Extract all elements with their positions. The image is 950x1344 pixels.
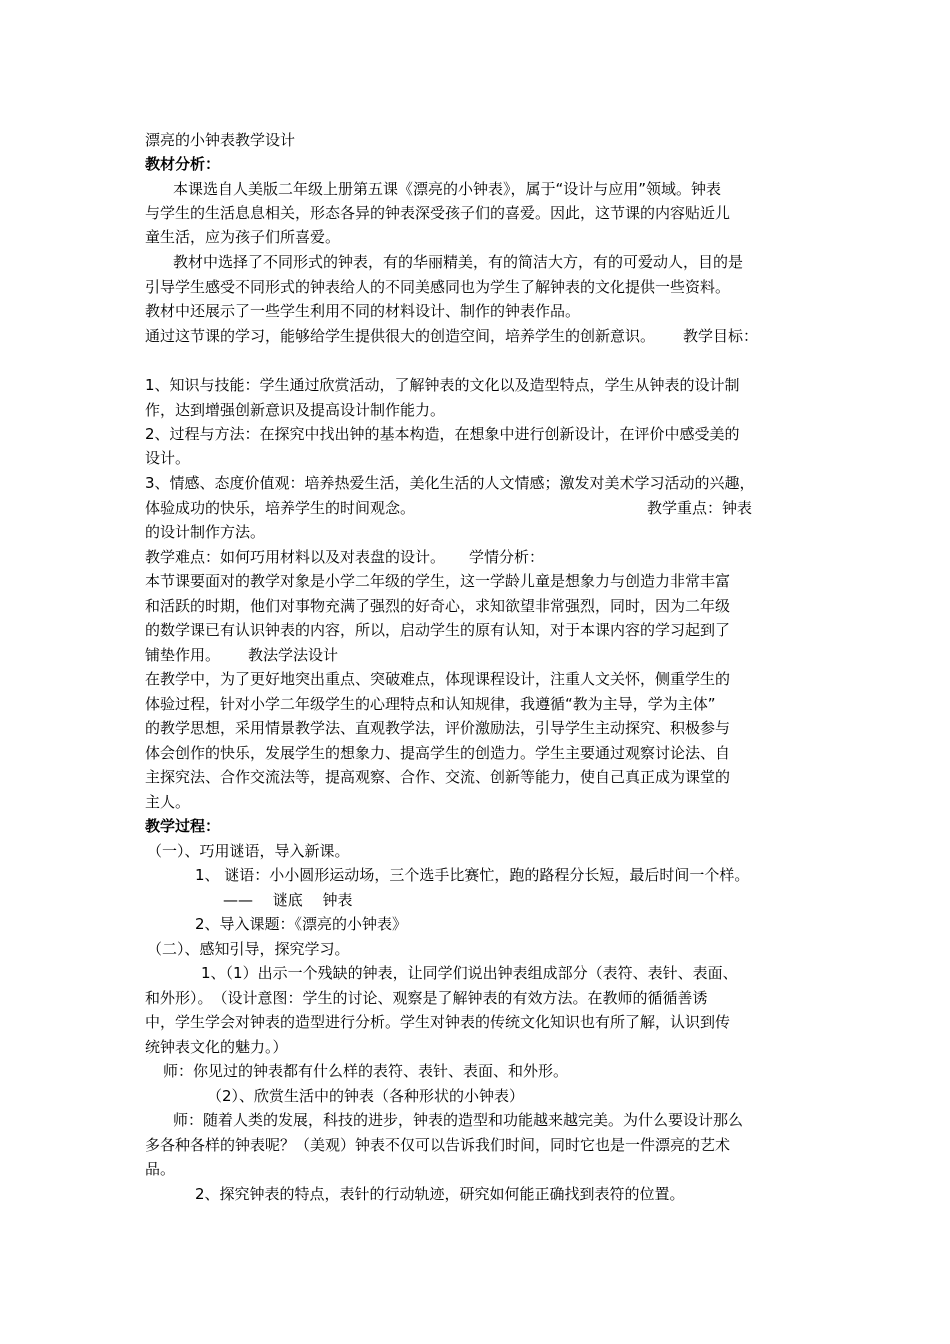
paragraph-line: 本课选自人美版二年级上册第五课《漂亮的小钟表》，属于“设计与应用”领域。钟表 xyxy=(173,180,722,198)
paragraph-line: 在教学中，为了更好地突出重点、突破难点，体现课程设计，注重人文关怀，侧重学生的 xyxy=(145,670,731,688)
paragraph-line: 主探究法、合作交流法等，提高观察、合作、交流、创新等能力，使自己真正成为课堂的 xyxy=(145,768,731,786)
step-line: 中，学生学会对钟表的造型进行分析。学生对钟表的传统文化知识也有所了解，认识到传 xyxy=(145,1013,731,1031)
paragraph-text: 铺垫作用。 xyxy=(145,646,221,664)
teacher-line: 品。 xyxy=(145,1160,176,1178)
section-heading: （一）、巧用谜语，导入新课。 xyxy=(147,842,350,860)
goal-line: 3、情感、态度价值观：培养热爱生活，美化生活的人文情感；激发对美术学习活动的兴趣， xyxy=(145,474,755,492)
step-line: 2、导入课题：《漂亮的小钟表》 xyxy=(195,915,408,933)
label-method-design: 教法学法设计 xyxy=(248,646,339,664)
riddle-answer: —— 谜底 钟表 xyxy=(223,891,353,909)
goal-line: 设计。 xyxy=(145,449,191,467)
goal-line: 作，达到增强创新意识及提高设计制作能力。 xyxy=(145,401,446,419)
paragraph-line: 和活跃的时期，他们对事物充满了强烈的好奇心，求知欲望非常强烈，同时，因为二年级 xyxy=(145,597,731,615)
doc-title: 漂亮的小钟表教学设计 xyxy=(145,131,296,149)
paragraph-line: 主人。 xyxy=(145,793,191,811)
step-line: 和外形）。 （设计意图：学生的讨论、观察是了解钟表的有效方法。在教师的循循善诱 xyxy=(145,989,708,1007)
paragraph-line: 与学生的生活息息相关，形态各异的钟表深受孩子们的喜爱。因此，这节课的内容贴近儿 xyxy=(145,204,731,222)
paragraph-text: 通过这节课的学习，能够给学生提供很大的创造空间，培养学生的创新意识。 xyxy=(145,327,656,345)
label-key-point: 教学重点：钟表 xyxy=(647,499,753,517)
teacher-line: 师：随着人类的发展，科技的进步，钟表的造型和功能越来越完美。为什么要设计那么 xyxy=(173,1111,744,1129)
goal-line: 的设计制作方法。 xyxy=(145,523,266,541)
heading-teaching-process: 教学过程： xyxy=(145,817,221,835)
step-line: 2、探究钟表的特点，表针的行动轨迹，研究如何能正确找到表符的位置。 xyxy=(195,1185,685,1203)
paragraph-line: 引导学生感受不同形式的钟表给人的不同美感同也为学生了解钟表的文化提供一些资料。 xyxy=(145,278,731,296)
goal-line xyxy=(145,498,752,518)
paragraph-line: 体验过程，针对小学二年级学生的心理特点和认知规律，我遵循“教为主导，学为主体” xyxy=(145,695,716,713)
teacher-line: 师：你见过的钟表都有什么样的表符、表针、表面、和外形。 xyxy=(163,1062,569,1080)
goal-line: 2、过程与方法：在探究中找出钟的基本构造，在想象中进行创新设计，在评价中感受美的 xyxy=(145,425,740,443)
difficulty-text: 教学难点：如何巧用材料以及对表盘的设计。 xyxy=(145,548,446,566)
label-teaching-goals: 教学目标： xyxy=(683,327,759,345)
paragraph-line: 童生活，应为孩子们所喜爱。 xyxy=(145,228,341,246)
paragraph-line: 教材中选择了不同形式的钟表，有的华丽精美，有的简洁大方，有的可爱动人，目的是 xyxy=(173,253,744,271)
riddle-line: 1、 谜语：小小圆形运动场，三个选手比赛忙，跑的路程分长短，最后时间一个样。 xyxy=(195,866,750,884)
step-line: （2）、欣赏生活中的钟表（各种形状的小钟表） xyxy=(207,1087,525,1105)
paragraph-line: 的数学课已有认识钟表的内容，所以，启动学生的原有认知，对于本课内容的学习起到了 xyxy=(145,621,731,639)
step-line: 统钟表文化的魅力。） xyxy=(145,1038,288,1056)
paragraph-line xyxy=(145,326,758,346)
goal-line: 1、知识与技能：学生通过欣赏活动，了解钟表的文化以及造型特点，学生从钟表的设计制 xyxy=(145,376,740,394)
paragraph-line xyxy=(145,645,338,665)
paragraph-line: 体会创作的快乐，发展学生的想象力、提高学生的创造力。学生主要通过观察讨论法、自 xyxy=(145,744,731,762)
heading-material-analysis: 教材分析： xyxy=(145,155,221,173)
paragraph-line: 教材中还展示了一些学生利用不同的材料设计、制作的钟表作品。 xyxy=(145,302,581,320)
goal-text: 体验成功的快乐，培养学生的时间观念。 xyxy=(145,499,416,517)
label-student-analysis: 学情分析： xyxy=(469,548,545,566)
teacher-line: 多各种各样的钟表呢？（美观）钟表不仅可以告诉我们时间，同时它也是一件漂亮的艺术 xyxy=(145,1136,731,1154)
difficulty-line xyxy=(145,547,544,567)
section-heading: （二）、感知引导，探究学习。 xyxy=(147,940,350,958)
paragraph-line: 的教学思想，采用情景教学法、直观教学法，评价激励法，引导学生主动探究、积极参与 xyxy=(145,719,731,737)
step-line: 1、（1）出示一个残缺的钟表，让同学们说出钟表组成部分（表符、表针、表面、 xyxy=(201,964,738,982)
paragraph-line: 本节课要面对的教学对象是小学二年级的学生，这一学龄儿童是想象力与创造力非常丰富 xyxy=(145,572,731,590)
